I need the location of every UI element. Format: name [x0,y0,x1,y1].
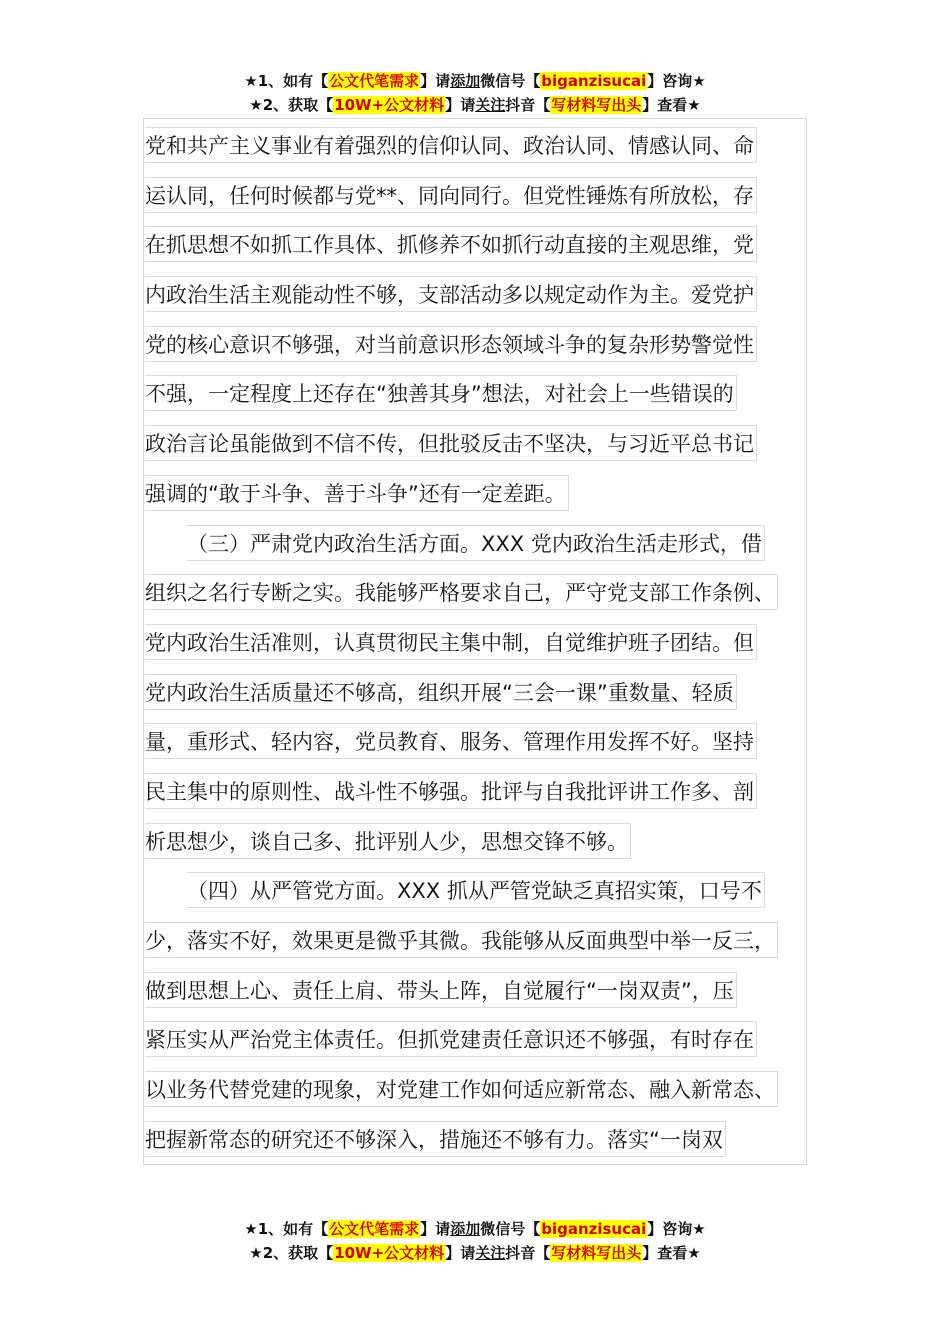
text-line [145,772,815,822]
line-text: 在抓思想不如抓工作具体、抓修养不如抓行动直接的主观思维，党 [145,226,757,262]
text-line [145,722,815,772]
highlight-douyin-account: 写材料写出头 [551,1244,642,1262]
highlight-douyin-account: 写材料写出头 [551,96,642,114]
text-line [145,275,815,325]
banner-underlined-follow: 关注 [475,96,506,114]
text-line [145,623,815,673]
banner-text: 】咨询★ [647,72,706,90]
line-text: 不强，一定程度上还存在“独善其身”想法，对社会上一些错误的 [145,375,737,411]
banner-text: 微信号【 [480,1220,541,1238]
banner-text: ★1、如有【 [244,1220,329,1238]
text-line [145,474,815,524]
line-text: 运认同，任何时候都与党**、同向同行。但党性锤炼有所放松，存 [145,177,757,213]
highlight-ghostwriting: 公文代笔需求 [329,72,420,90]
line-text: 强调的“敢于斗争、善于斗争”还有一定差距。 [145,475,569,511]
text-line [145,822,815,872]
line-text: 党内政治生活准则，认真贯彻民主集中制，自觉维护班子团结。但 [145,624,757,660]
banner-line-2 [0,93,950,117]
line-text: 紧压实从严治党主体责任。但抓党建责任意识还不够强，有时存在 [145,1021,757,1057]
banner-text: 微信号【 [480,72,541,90]
banner-text: ★2、获取【 [249,96,334,114]
banner-underlined-add: 添加 [450,72,481,90]
footer-banner [0,1217,950,1265]
section-heading-text: （四）从严管党方面。XXX 抓从严管党缺乏真招实策，口号不 [187,872,765,908]
line-text: 民主集中的原则性、战斗性不够强。批评与自我批评讲工作多、剖 [145,773,757,809]
header-banner [0,69,950,117]
highlight-ghostwriting: 公文代笔需求 [329,1220,420,1238]
text-line [145,325,815,375]
paragraph-start-line [145,524,815,574]
text-line [145,1070,815,1120]
banner-text: 】查看★ [642,96,701,114]
banner-text: 】咨询★ [647,1220,706,1238]
banner-line-2 [0,1241,950,1265]
line-text: 党和共产主义事业有着强烈的信仰认同、政治认同、情感认同、命 [145,127,757,163]
banner-text: 】请 [420,72,451,90]
banner-text: ★1、如有【 [244,72,329,90]
banner-text: 抖音【 [505,96,551,114]
document-body [145,126,815,1169]
text-line [145,1020,815,1070]
line-text: 做到思想上心、责任上肩、带头上阵，自觉履行“一岗双责”，压 [145,972,737,1008]
text-line [145,126,815,176]
line-text: 量，重形式、轻内容，党员教育、服务、管理作用发挥不好。坚持 [145,723,757,759]
paragraph-start-line [145,871,815,921]
text-line [145,921,815,971]
banner-text: ★2、获取【 [249,1244,334,1262]
highlight-wechat-id: biganzisucai [541,72,647,90]
highlight-materials: 10W+公文材料 [334,1244,445,1262]
banner-line-1 [0,69,950,93]
highlight-materials: 10W+公文材料 [334,96,445,114]
banner-text: 】请 [445,96,476,114]
banner-text: 抖音【 [505,1244,551,1262]
banner-text: 】查看★ [642,1244,701,1262]
line-text: 把握新常态的研究还不够深入，措施还不够有力。落实“一岗双 [145,1121,726,1157]
banner-underlined-add: 添加 [450,1220,481,1238]
banner-text: 】请 [420,1220,451,1238]
banner-line-1 [0,1217,950,1241]
text-line [145,673,815,723]
banner-underlined-follow: 关注 [475,1244,506,1262]
line-text: 析思想少，谈自己多、批评别人少，思想交锋不够。 [145,823,631,859]
line-text: 少，落实不好，效果更是微乎其微。我能够从反面典型中举一反三， [145,922,778,958]
text-line [145,176,815,226]
line-text: 以业务代替党建的现象，对党建工作如何适应新常态、融入新常态、 [145,1071,778,1107]
text-line [145,225,815,275]
text-line [145,1120,815,1170]
line-text: 组织之名行专断之实。我能够严格要求自己，严守党支部工作条例、 [145,574,778,610]
text-line [145,374,815,424]
text-line [145,573,815,623]
text-line [145,424,815,474]
banner-text: 】请 [445,1244,476,1262]
text-line [145,971,815,1021]
line-text: 党的核心意识不够强，对当前意识形态领域斗争的复杂形势警觉性 [145,326,757,362]
line-text: 党内政治生活质量还不够高，组织开展“三会一课”重数量、轻质 [145,674,737,710]
section-heading-text: （三）严肃党内政治生活方面。XXX 党内政治生活走形式，借 [187,525,765,561]
line-text: 政治言论虽能做到不信不传，但批驳反击不坚决，与习近平总书记 [145,425,757,461]
highlight-wechat-id: biganzisucai [541,1220,647,1238]
line-text: 内政治生活主观能动性不够，支部活动多以规定动作为主。爱党护 [145,276,757,312]
